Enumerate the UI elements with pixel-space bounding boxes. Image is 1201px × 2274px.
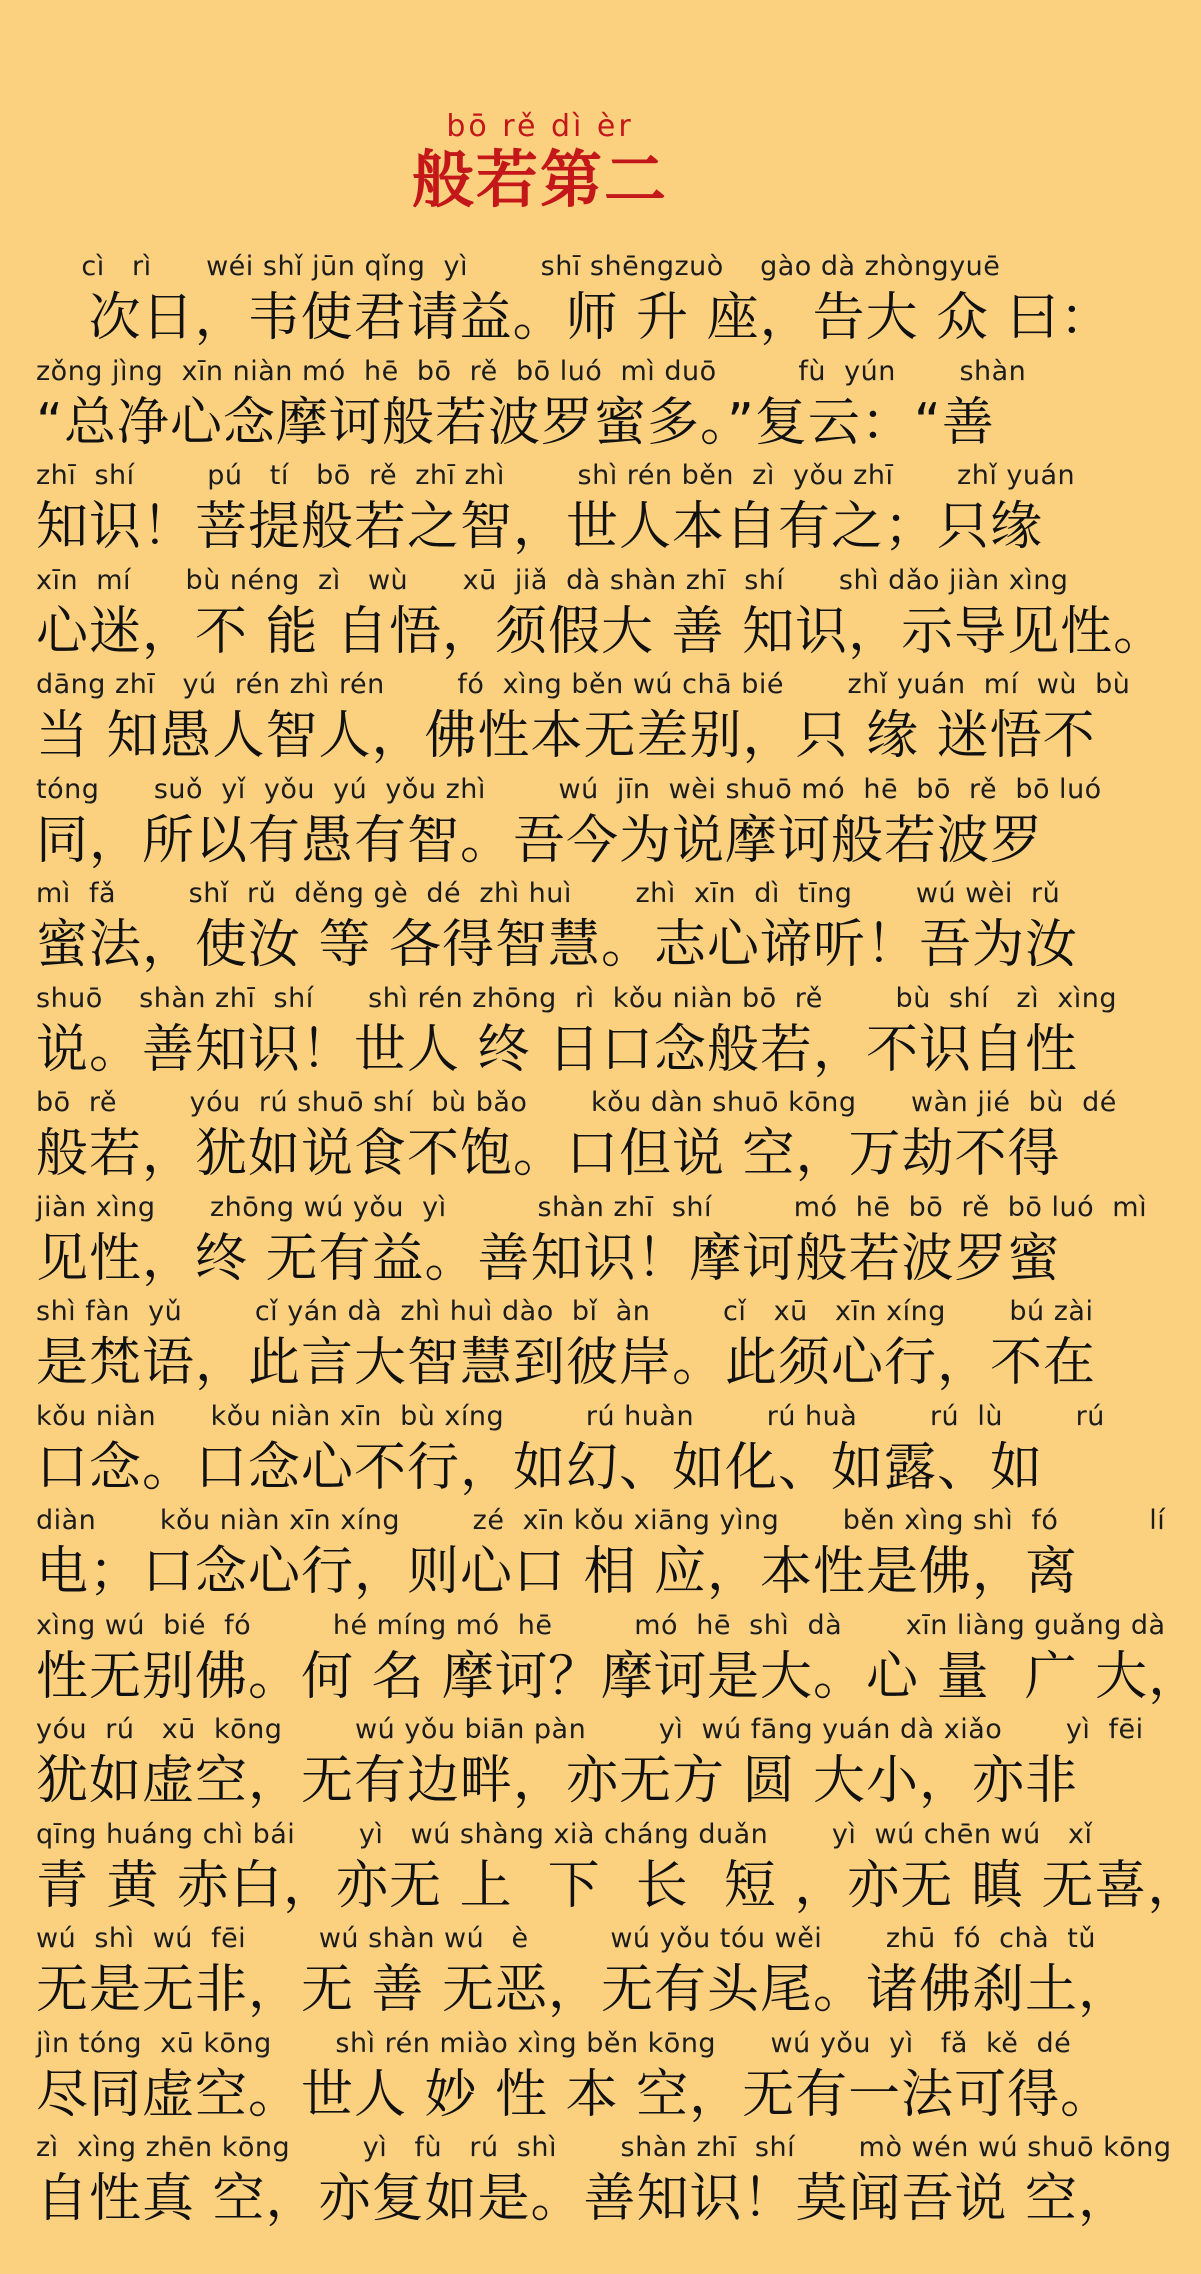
text-line [36, 1086, 1117, 1191]
hanzi-line: 当 知愚人智人，佛性本无差别，只 缘 迷悟不 [36, 706, 1096, 766]
title-block [0, 108, 1080, 214]
hanzi-line: 说。善知识！世人 终 日口念般若，不识自性 [36, 1019, 1079, 1080]
pinyin-line: wú shì wú fēi wú shàn wú è wú yǒu tóu wěi zhū fó chà tǔ [36, 1923, 1096, 1954]
hanzi-line: 蜜法，使汝 等 各得智慧。志心谛听！吾为汝 [36, 915, 1079, 975]
pinyin-line: jiàn xìng zhōng wú yǒu yì shàn zhī shí mó hē bō rě bō luó mì [36, 1191, 1148, 1223]
text-line [36, 1504, 1166, 1609]
text-line [36, 1400, 1105, 1505]
text-line [36, 1713, 1144, 1818]
text-line [36, 1922, 1132, 2027]
pinyin-line: xīn mí bù néng zì wù xū jiǎ dà shàn zhī shí shì dǎo jiàn xìng [36, 564, 1069, 596]
hanzi-line: “总净心念摩诃般若波罗蜜多。”复云：“善 [36, 392, 995, 453]
hanzi-line: 次日，韦使君请益。师 升 座，告大 众 曰： [36, 288, 1113, 348]
pinyin-line: zì xìng zhēn kōng yì fù rú shì shàn zhī shí mò wén wú shuō kōng [36, 2132, 1172, 2163]
hanzi-line: 尽同虚空。世人 妙 性 本 空，无有一法可得。 [36, 2064, 1114, 2125]
text-line [36, 1191, 1148, 1296]
pinyin-line: xìng wú bié fó hé míng mó hē mó hē shì dà xīn liàng guǎng dà [36, 1609, 1166, 1641]
pinyin-line: yóu rú xū kōng wú yǒu biān pàn yì wú fāng yuán dà xiǎo yì fēi [36, 1714, 1144, 1745]
hanzi-line: 性无别佛。何 名 摩诃？摩诃是大。心 量 广 大， [36, 1646, 1201, 1707]
pinyin-line: shì fàn yǔ cǐ yán dà zhì huì dào bǐ àn cǐ xū xīn xíng bú zài [36, 1296, 1094, 1327]
pinyin-line: zǒng jìng xīn niàn mó hē bō rě bō luó mì duō fù yún shàn [36, 355, 1027, 387]
text-line [36, 564, 1167, 669]
hanzi-line: 自性真 空，亦复如是。善知识！莫闻吾说 空， [36, 2169, 1132, 2229]
text-line [36, 1609, 1201, 1714]
hanzi-line: 心迷，不 能 自悟，须假大 善 知识，示导见性。 [36, 601, 1167, 662]
text-line [36, 877, 1079, 982]
text-line [36, 982, 1117, 1087]
text-line [36, 459, 1076, 564]
hanzi-line: 青 黄 赤白，亦无 上 下 长 短 ，亦无 瞋 无喜， [36, 1855, 1201, 1916]
pinyin-line: tóng suǒ yǐ yǒu yú yǒu zhì wú jīn wèi shuō mó hē bō rě bō luó [36, 773, 1102, 805]
pinyin-line: kǒu niàn kǒu niàn xīn bù xíng rú huàn rú huà rú lù rú [36, 1400, 1105, 1432]
hanzi-line: 是梵语，此言大智慧到彼岸。此须心行，不在 [36, 1333, 1097, 1393]
hanzi-line: 般若，犹如说食不饱。口但说 空，万劫不得 [36, 1124, 1061, 1184]
text-line [36, 1295, 1097, 1400]
title-pinyin: bō rě dì èr [446, 109, 634, 144]
text-line [36, 773, 1102, 878]
pinyin-line: diàn kǒu niàn xīn xíng zé xīn kǒu xiāng yìng běn xìng shì fó lí [36, 1505, 1166, 1536]
text-line [36, 668, 1131, 773]
text-line [36, 1818, 1201, 1923]
text-line [36, 2131, 1172, 2236]
text-line [36, 250, 1113, 355]
hanzi-line: 口念。口念心不行，如幻、如化、如露、如 [36, 1437, 1044, 1498]
hanzi-line: 电；口念心行，则心口 相 应，本性是佛，离 [36, 1542, 1079, 1602]
pinyin-line: shuō shàn zhī shí shì rén zhōng rì kǒu niàn bō rě bù shí zì xìng [36, 982, 1117, 1014]
pinyin-line: jìn tóng xū kōng shì rén miào xìng běn kōng wú yǒu yì fǎ kě dé [36, 2027, 1072, 2059]
hanzi-line: 见性，终 无有益。善知识！摩诃般若波罗蜜 [36, 1228, 1061, 1289]
scripture-text [36, 250, 1201, 2236]
pinyin-line: dāng zhī yú rén zhì rén fó xìng běn wú chā bié zhǐ yuán mí wù bù [36, 669, 1131, 700]
text-line [36, 2027, 1114, 2132]
hanzi-line: 知识！菩提般若之智，世人本自有之；只缘 [36, 497, 1044, 557]
text-line [36, 355, 1046, 460]
pinyin-line: zhī shí pú tí bō rě zhī zhì shì rén běn zì yǒu zhī zhǐ yuán [36, 460, 1076, 491]
hanzi-line: 犹如虚空，无有边畔，亦无方 圆 大小，亦非 [36, 1751, 1079, 1811]
hanzi-line: 同，所以有愚有智。吾今为说摩诃般若波罗 [36, 810, 1044, 871]
pinyin-line: cì rì wéi shǐ jūn qǐng yì shī shēngzuò gào dà zhòngyuē [36, 251, 1001, 282]
pinyin-line: qīng huáng chì bái yì wú shàng xià cháng duǎn yì wú chēn wú xǐ [36, 1818, 1093, 1850]
pinyin-line: bō rě yóu rú shuō shí bù bǎo kǒu dàn shuō kōng wàn jié bù dé [36, 1087, 1117, 1118]
hanzi-line: 无是无非，无 善 无恶，无有头尾。诸佛刹土， [36, 1960, 1132, 2020]
pinyin-line: mì fǎ shǐ rǔ děng gè dé zhì huì zhì xīn dì tīng wú wèi rǔ [36, 878, 1061, 909]
chapter-title: 般若第二 [411, 143, 668, 216]
